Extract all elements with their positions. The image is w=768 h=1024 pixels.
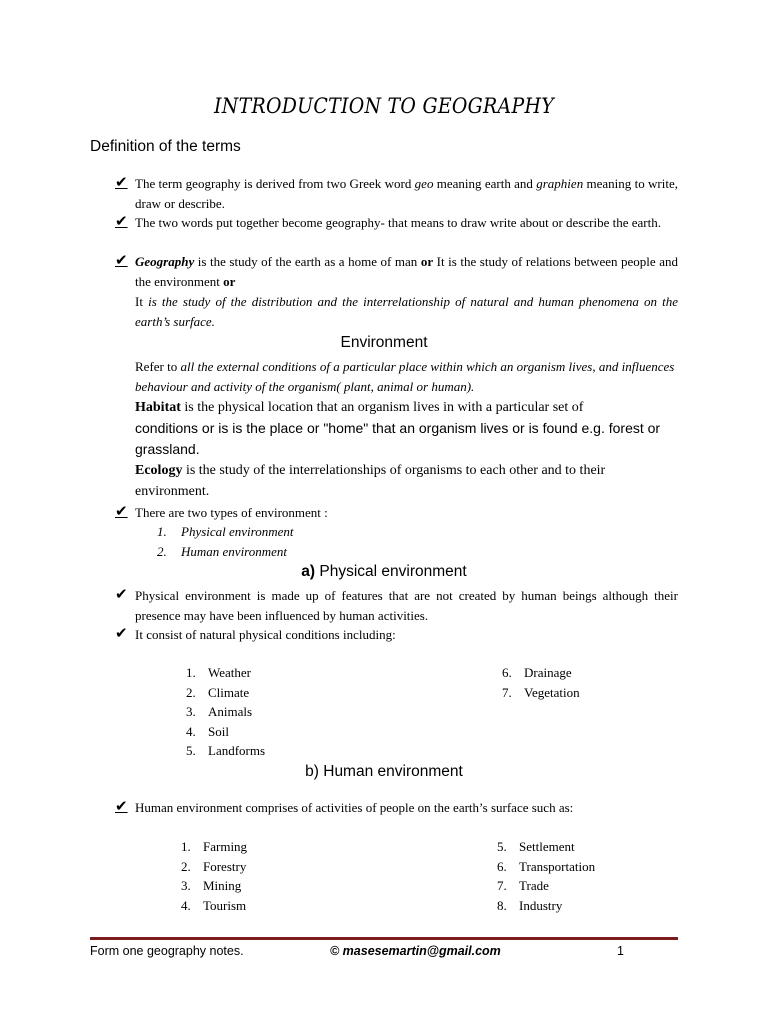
page-number: 1 (617, 944, 624, 958)
list-item (115, 586, 678, 625)
checkmark-icon: ✔ (115, 175, 128, 191)
text: Mining (203, 878, 242, 893)
text: Transportation (519, 858, 596, 874)
text: Trade (519, 878, 549, 893)
text: Refer to (135, 359, 181, 374)
list-item (497, 837, 595, 857)
footer-email: © masesemartin@gmail.com (330, 944, 501, 958)
environment-types-list (157, 522, 294, 561)
list-item (181, 837, 247, 857)
list-item (502, 663, 580, 683)
text: Animals (208, 704, 253, 719)
number: 1. (181, 839, 191, 854)
list-item (115, 213, 678, 233)
text: The term geography is derived from two Greek word (135, 176, 415, 191)
footer-divider (90, 937, 678, 940)
list-item (181, 857, 247, 877)
text: or (223, 273, 236, 289)
text: Human environment (181, 543, 288, 559)
text: Landforms (208, 743, 266, 758)
number: 5. (186, 743, 196, 758)
list-item (157, 542, 294, 562)
list-item (186, 702, 265, 722)
list-item (115, 503, 678, 523)
text: Physical environment (315, 563, 467, 580)
number: 6. (502, 665, 512, 680)
text: is the study of the earth as a home of man (194, 254, 421, 269)
number: 2. (157, 543, 167, 559)
checkmark-icon: ✔ (115, 253, 128, 269)
number: 5. (497, 839, 507, 854)
text: Vegetation (524, 684, 580, 700)
list-item (181, 896, 247, 916)
human-environment-heading: b) Human environment (305, 763, 463, 780)
text: Climate (208, 684, 250, 700)
text: Geography (135, 254, 195, 269)
list-item (115, 798, 678, 818)
number: 2. (181, 858, 191, 874)
text: Human environment comprises of activities of people on the earth’s surface such as: (135, 800, 574, 815)
text: Weather (208, 665, 251, 680)
list-item (115, 174, 678, 213)
number: 1. (186, 665, 196, 680)
list-item (186, 663, 265, 683)
list-item (115, 625, 678, 645)
list-item (181, 876, 247, 896)
number: 7. (502, 684, 512, 700)
list-item (115, 292, 678, 331)
environment-heading: Environment (340, 334, 428, 351)
physical-list-right (502, 663, 580, 702)
text: meaning earth and (433, 176, 537, 191)
number: 2. (186, 684, 196, 700)
text: Industry (519, 897, 563, 913)
number: 3. (181, 878, 191, 893)
list-item (502, 683, 580, 703)
list-item (497, 876, 595, 896)
list-item (115, 357, 678, 396)
text: or (420, 254, 434, 269)
text: geo (414, 176, 434, 191)
physical-environment-heading (0, 563, 768, 581)
text: Ecology (135, 463, 183, 478)
text: Tourism (203, 897, 247, 913)
physical-list-left (186, 663, 265, 761)
text: Forestry (203, 858, 247, 874)
checkmark-icon: ✔ (115, 799, 128, 815)
checkmark-icon: ✔ (115, 626, 128, 642)
text: It (135, 294, 149, 309)
text: all the external conditions of a particular place within which an organism lives, and influences behaviour and activity of the organism( plant, animal or human). (135, 359, 675, 394)
number: 7. (497, 878, 507, 893)
list-item (115, 252, 678, 291)
text: a) (301, 563, 316, 580)
text: Physical environment is made up of features that are not created by human beings although their presence may have been influenced by human activities. (135, 588, 678, 623)
list-item (186, 722, 265, 742)
text: conditions or is is the place or "home" that an organism lives or is found e.g. forest or grassland. (135, 420, 661, 457)
text: Settlement (519, 839, 575, 854)
human-list-left (181, 837, 247, 915)
text: There are two types of environment : (135, 505, 328, 520)
number: 8. (497, 897, 507, 913)
number: 4. (186, 723, 196, 739)
definition-heading: Definition of the terms (90, 138, 241, 155)
text: It consist of natural physical conditions including: (135, 627, 396, 642)
text: It is the study of relations between people and the environment (135, 254, 678, 289)
document-title: INTRODUCTION TO GEOGRAPHY (214, 94, 554, 118)
checkmark-icon: ✔ (115, 214, 128, 230)
number: 3. (186, 704, 196, 719)
list-item (157, 522, 294, 542)
list-item (115, 396, 678, 460)
text: Drainage (524, 665, 572, 680)
text: graphien (536, 176, 584, 191)
text: is the study of the distribution and the interrelationship of natural and human phenomena on the earth’s surface. (135, 294, 678, 329)
text: Soil (208, 723, 229, 739)
number: 6. (497, 858, 507, 874)
list-item (186, 683, 265, 703)
human-list-right (497, 837, 595, 915)
text: is the physical location that an organism lives in with a particular set of (180, 400, 584, 415)
checkmark-icon: ✔ (115, 504, 128, 520)
text: The two words put together become geography- that means to draw write about or describe the earth. (135, 215, 661, 230)
text: Farming (203, 839, 248, 854)
footer-note: Form one geography notes. (90, 944, 244, 958)
list-item (186, 741, 265, 761)
list-item (497, 857, 595, 877)
number: 1. (157, 524, 167, 539)
number: 4. (181, 897, 191, 913)
text: Physical environment (181, 524, 294, 539)
text: is the study of the interrelationships of organisms to each other and to their environment. (135, 463, 606, 499)
list-item (115, 460, 678, 502)
list-item (497, 896, 595, 916)
text: meaning to write, draw or describe. (135, 176, 678, 211)
text: Habitat (135, 400, 181, 415)
checkmark-icon: ✔ (115, 587, 128, 603)
